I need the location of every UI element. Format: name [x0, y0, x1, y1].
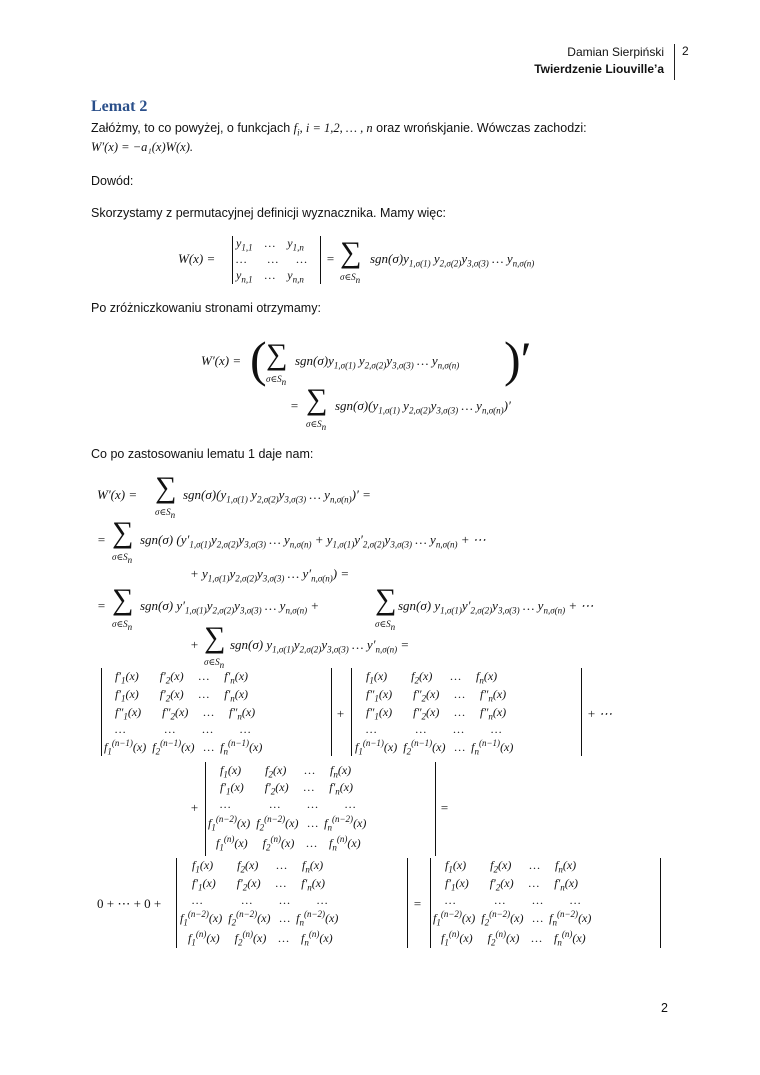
proof-paragraph-2: Po zróżniczkowaniu stronami otrzymamy:: [91, 301, 321, 315]
proof-label: Dowód:: [91, 174, 134, 188]
header-author: Damian Sierpiński: [567, 45, 664, 59]
running-header: [534, 44, 664, 78]
lemma-title: Lemat 2: [91, 98, 148, 115]
lemma-statement: Załóżmy, to co powyżej, o funkcjach $f_i$, i = 1,2, … , n oraz wrońskjanie. Wówczas zachodzi:: [91, 121, 587, 138]
header-subtitle: Twierdzenie Liouville’a: [534, 62, 664, 76]
header-divider: [674, 44, 675, 80]
header-page-number: 2: [682, 44, 689, 58]
proof-paragraph-3: Co po zastosowaniu lematu 1 daje nam:: [91, 447, 314, 461]
footer-page-number: 2: [661, 1001, 668, 1015]
proof-paragraph-1: Skorzystamy z permutacyjnej definicji wyznacznika. Mamy więc:: [91, 206, 446, 220]
lemma-formula: W′(x) = −a₁(x)W(x).: [91, 140, 194, 154]
